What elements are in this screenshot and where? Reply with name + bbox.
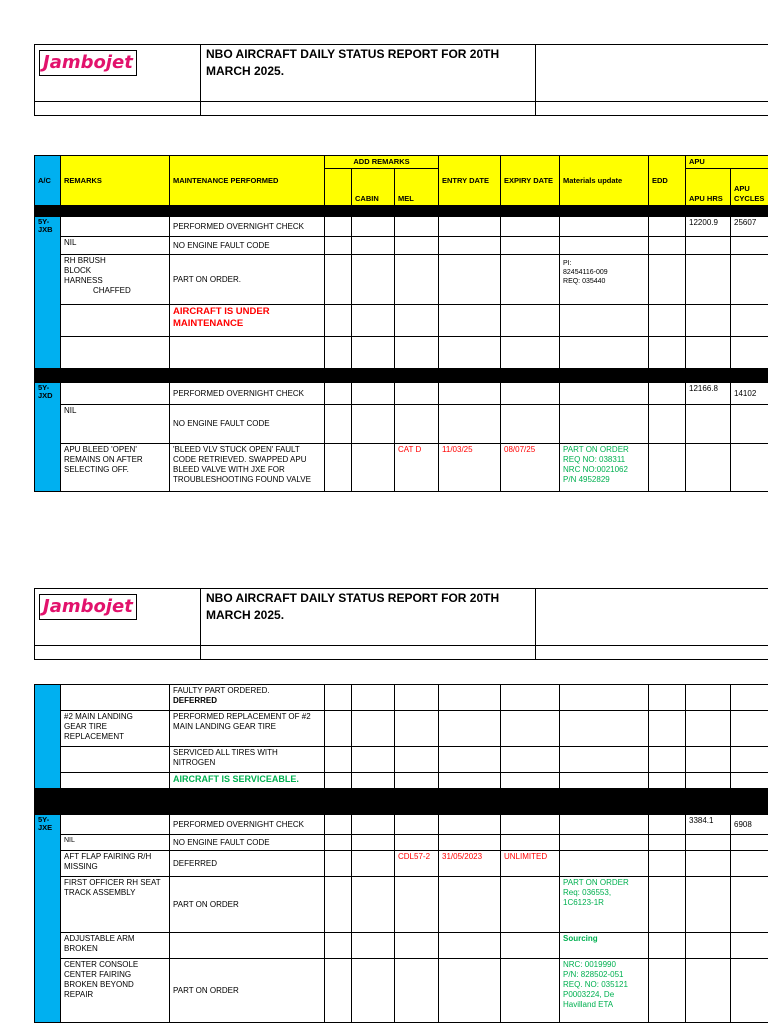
- materials-line: PART ON ORDER: [563, 878, 629, 887]
- cell-blank: [501, 255, 560, 305]
- cell-blank: [439, 405, 501, 444]
- cell-blank: [686, 255, 731, 305]
- report-title: [201, 45, 536, 102]
- cell-blank: [686, 711, 731, 747]
- cell-blank: [649, 305, 686, 337]
- cell-blank: [686, 933, 731, 959]
- maint-cell: [170, 747, 325, 773]
- cell-blank: [395, 405, 439, 444]
- header-blank-cell: [536, 646, 768, 660]
- cell-blank: [61, 305, 170, 337]
- header-blank-cell: [201, 646, 536, 660]
- cell-blank: [352, 405, 395, 444]
- remarks-cell: NIL: [61, 835, 170, 851]
- cell-blank: [649, 337, 686, 369]
- expiry-date-cell: 08/07/25: [501, 444, 560, 492]
- remarks-line: TRACK ASSEMBLY: [64, 888, 136, 897]
- maint-line: CODE RETRIEVED. SWAPPED APU: [173, 455, 307, 464]
- cell-blank: [61, 773, 170, 789]
- maint-cell: [170, 685, 325, 711]
- cell-blank: [686, 773, 731, 789]
- materials-cell: [560, 959, 649, 1023]
- cell-blank: [325, 405, 352, 444]
- cell-blank: [439, 933, 501, 959]
- mel-cell: CAT D: [395, 444, 439, 492]
- cell-blank: [501, 877, 560, 933]
- header-blank-cell: [536, 102, 768, 116]
- col-cabin: CABIN: [352, 169, 395, 206]
- cell-blank: [325, 773, 352, 789]
- cell-blank: [686, 444, 731, 492]
- remarks-line: REPAIR: [64, 990, 94, 999]
- cell-blank: [395, 305, 439, 337]
- cell-blank: [649, 747, 686, 773]
- cell-blank: [501, 217, 560, 237]
- cell-blank: [352, 444, 395, 492]
- cell-blank: [731, 685, 768, 711]
- cell-blank: [731, 877, 768, 933]
- cell-blank: [325, 835, 352, 851]
- maint-cell: NO ENGINE FAULT CODE: [170, 405, 325, 444]
- materials-line: P/N: 828502-051: [563, 970, 624, 979]
- materials-line: Req: 036553,: [563, 888, 612, 897]
- aircraft-reg-jxb: 5Y-JXB: [35, 217, 61, 369]
- cell-blank: [325, 877, 352, 933]
- jambojet-logo: Jambojet: [39, 594, 137, 620]
- materials-line: NRC NO:0021062: [563, 465, 628, 474]
- remarks-cell: [61, 959, 170, 1023]
- col-remarks: REMARKS: [61, 156, 170, 206]
- cell-blank: [352, 773, 395, 789]
- cell-blank: [686, 405, 731, 444]
- cell-blank: [439, 959, 501, 1023]
- maint-cell: PART ON ORDER: [170, 959, 325, 1023]
- status-line: AIRCRAFT IS UNDER: [173, 306, 270, 317]
- col-add-remarks: ADD REMARKS: [325, 156, 439, 169]
- cell-blank: [395, 877, 439, 933]
- cell-blank: [649, 405, 686, 444]
- cell-blank: [439, 255, 501, 305]
- cell-blank: [731, 835, 768, 851]
- report-header-2: [34, 588, 768, 660]
- cell-blank: [352, 877, 395, 933]
- cell-blank: [731, 747, 768, 773]
- cell-blank: [352, 685, 395, 711]
- cell-blank: [439, 337, 501, 369]
- maint-cell: PART ON ORDER: [170, 877, 325, 933]
- aircraft-reg-jxe: 5Y-JXE: [35, 815, 61, 1023]
- remarks-line: MISSING: [64, 862, 98, 871]
- cell-blank: [649, 815, 686, 835]
- cell-blank: [501, 337, 560, 369]
- col-expiry-date: EXPIRY DATE: [501, 156, 560, 206]
- maint-cell: PERFORMED OVERNIGHT CHECK: [170, 217, 325, 237]
- cell-blank: [501, 933, 560, 959]
- cell-blank: [560, 217, 649, 237]
- cell-blank: [686, 851, 731, 877]
- cell-blank: [352, 337, 395, 369]
- maint-line: BLEED VALVE WITH JXE FOR: [173, 465, 285, 474]
- report-header-1: [34, 44, 768, 116]
- cell-blank: [395, 835, 439, 851]
- report-title-line1: NBO AIRCRAFT DAILY STATUS REPORT FOR 20TH: [206, 591, 500, 605]
- remarks-line: #2 MAIN LANDING: [64, 712, 133, 721]
- remarks-line: HARNESS: [64, 276, 103, 285]
- cell-blank: [649, 217, 686, 237]
- cell-blank: [731, 711, 768, 747]
- maint-cell: PERFORMED OVERNIGHT CHECK: [170, 383, 325, 405]
- remarks-line: CENTER CONSOLE: [64, 960, 139, 969]
- col-ac: A/C: [35, 156, 61, 206]
- cell-blank: [325, 217, 352, 237]
- separator-bar: [35, 369, 768, 383]
- cell-blank: [395, 711, 439, 747]
- cell-blank: [395, 383, 439, 405]
- cell-blank: [649, 959, 686, 1023]
- cell-blank: [731, 405, 768, 444]
- cell-blank: [395, 255, 439, 305]
- status-note-under-maintenance: [170, 305, 325, 337]
- cell-blank: [352, 835, 395, 851]
- cell-blank: [560, 383, 649, 405]
- materials-line: REQ: 035440: [563, 278, 606, 285]
- remarks-line: CENTER FAIRING: [64, 970, 132, 979]
- remarks-cell: [61, 444, 170, 492]
- expiry-date-cell: UNLIMITED: [501, 851, 560, 877]
- materials-cell: [560, 255, 649, 305]
- cell-blank: [439, 815, 501, 835]
- cell-blank: [649, 835, 686, 851]
- header-blank-cell: [536, 45, 768, 102]
- separator-bar: [35, 206, 768, 217]
- cell-blank: [325, 815, 352, 835]
- cell-blank: [501, 711, 560, 747]
- col-mel: MEL: [395, 169, 439, 206]
- remarks-line: APU BLEED 'OPEN': [64, 445, 137, 454]
- cell-blank: [501, 835, 560, 851]
- maint-line: FAULTY PART ORDERED.: [173, 686, 270, 695]
- apu-hrs-value: 12200.9: [686, 217, 731, 237]
- remarks-line: BROKEN BEYOND: [64, 980, 134, 989]
- header-blank-cell: [536, 589, 768, 646]
- maint-line: SERVICED ALL TIRES WITH: [173, 748, 278, 757]
- cell-blank: [686, 877, 731, 933]
- cell-blank: [395, 217, 439, 237]
- cell-blank: [61, 747, 170, 773]
- cell-blank: [325, 685, 352, 711]
- cell-blank: [439, 711, 501, 747]
- cell-blank: [560, 337, 649, 369]
- cell-blank: [61, 383, 170, 405]
- cell-blank: [560, 711, 649, 747]
- cell-blank: [501, 959, 560, 1023]
- cell-blank: [352, 747, 395, 773]
- remarks-line: AFT FLAP FAIRING R/H: [64, 852, 152, 861]
- cell-blank: [325, 337, 352, 369]
- cell-blank: [325, 711, 352, 747]
- remarks-line: ADJUSTABLE ARM: [64, 934, 135, 943]
- remarks-line: CHAFFED: [93, 286, 131, 295]
- mel-cell: CDL57-2: [395, 851, 439, 877]
- materials-cell: Sourcing: [560, 933, 649, 959]
- cell-blank: [649, 877, 686, 933]
- cell-blank: [352, 851, 395, 877]
- cell-blank: [501, 305, 560, 337]
- add-remarks-sub-blank: [325, 169, 352, 206]
- cell-blank: [352, 815, 395, 835]
- cell-blank: [686, 835, 731, 851]
- cell-blank: [686, 305, 731, 337]
- materials-line: P0003224, De: [563, 990, 615, 999]
- cell-blank: [439, 877, 501, 933]
- cell-blank: [731, 237, 768, 255]
- col-apu-cycles: APU CYCLES: [731, 169, 768, 206]
- cell-blank: [560, 835, 649, 851]
- cell-blank: [61, 815, 170, 835]
- col-entry-date: ENTRY DATE: [439, 156, 501, 206]
- remarks-line: FIRST OFFICER RH SEAT: [64, 878, 161, 887]
- cell-blank: [649, 711, 686, 747]
- cell-blank: [395, 747, 439, 773]
- cell-blank: [352, 237, 395, 255]
- cell-blank: [731, 773, 768, 789]
- cell-blank: [649, 851, 686, 877]
- cell-blank: [352, 217, 395, 237]
- remarks-line: BLOCK: [64, 266, 92, 275]
- maint-cell: PERFORMED OVERNIGHT CHECK: [170, 815, 325, 835]
- cell-blank: [439, 835, 501, 851]
- status-note-serviceable: AIRCRAFT IS SERVICEABLE.: [170, 773, 325, 789]
- header-blank-cell: [35, 646, 201, 660]
- cell-blank: [560, 851, 649, 877]
- remarks-line: SELECTING OFF.: [64, 465, 129, 474]
- cell-blank: [501, 685, 560, 711]
- cell-blank: [61, 217, 170, 237]
- remarks-cell: NIL: [61, 405, 170, 444]
- remarks-cell: [61, 851, 170, 877]
- materials-line: REQ. NO: 035121: [563, 980, 628, 989]
- maint-cell: [170, 444, 325, 492]
- cell-blank: [560, 405, 649, 444]
- col-edd: EDD: [649, 156, 686, 206]
- apu-hrs-value: 3384.1: [686, 815, 731, 835]
- status-table-2: [34, 684, 768, 1023]
- cell-blank: [560, 237, 649, 255]
- cell-blank: [501, 773, 560, 789]
- maint-cell: PART ON ORDER.: [170, 255, 325, 305]
- report-title: [201, 589, 536, 646]
- cell-blank: [352, 959, 395, 1023]
- cell-blank: [731, 933, 768, 959]
- remarks-cell: NIL: [61, 237, 170, 255]
- cell-blank: [325, 383, 352, 405]
- remarks-cell: [61, 877, 170, 933]
- maint-line: MAIN LANDING GEAR TIRE: [173, 722, 276, 731]
- cell-blank: [395, 773, 439, 789]
- remarks-line: BROKEN: [64, 944, 98, 953]
- cell-blank: [61, 337, 170, 369]
- cell-blank: [439, 383, 501, 405]
- cell-blank: [170, 337, 325, 369]
- materials-line: REQ NO: 038311: [563, 455, 626, 464]
- materials-line: Havilland ETA: [563, 1000, 614, 1009]
- materials-line: PI:: [563, 260, 572, 267]
- cell-blank: [352, 711, 395, 747]
- cell-blank: [649, 255, 686, 305]
- cell-blank: [731, 337, 768, 369]
- maint-line: NITROGEN: [173, 758, 216, 767]
- apu-cycles-value: 14102: [731, 383, 768, 405]
- entry-date-cell: 31/05/2023: [439, 851, 501, 877]
- cell-blank: [61, 685, 170, 711]
- cell-blank: [560, 747, 649, 773]
- aircraft-reg-cont: [35, 685, 61, 789]
- status-table-1: [34, 155, 768, 492]
- maint-cell: NO ENGINE FAULT CODE: [170, 237, 325, 255]
- maint-line: 'BLEED VLV STUCK OPEN' FAULT: [173, 445, 300, 454]
- materials-line: PART ON ORDER: [563, 445, 629, 454]
- separator-bar: [35, 789, 768, 815]
- cell-blank: [501, 815, 560, 835]
- cell-blank: [325, 933, 352, 959]
- materials-cell: [560, 444, 649, 492]
- cell-blank: [395, 959, 439, 1023]
- cell-blank: [352, 305, 395, 337]
- cell-blank: [501, 405, 560, 444]
- maint-line: TROUBLESHOOTING FOUND VALVE: [173, 475, 311, 484]
- col-apu-hrs: APU HRS: [686, 169, 731, 206]
- col-apu: APU: [686, 156, 768, 169]
- cell-blank: [439, 773, 501, 789]
- apu-cycles-value: 6908: [731, 815, 768, 835]
- cell-blank: [325, 305, 352, 337]
- cell-blank: [649, 444, 686, 492]
- materials-line: 82454116-009: [563, 269, 608, 276]
- remarks-line: REPLACEMENT: [64, 732, 125, 741]
- remarks-line: RH BRUSH: [64, 256, 106, 265]
- header-blank-cell: [35, 102, 201, 116]
- materials-cell: [560, 877, 649, 933]
- cell-blank: [686, 337, 731, 369]
- cell-blank: [352, 383, 395, 405]
- remarks-line: GEAR TIRE: [64, 722, 107, 731]
- cell-blank: [439, 747, 501, 773]
- cell-blank: [325, 444, 352, 492]
- header-blank-cell: [201, 102, 536, 116]
- cell-blank: [395, 237, 439, 255]
- entry-date-cell: 11/03/25: [439, 444, 501, 492]
- cell-blank: [649, 773, 686, 789]
- cell-blank: [731, 444, 768, 492]
- remarks-cell: [61, 711, 170, 747]
- maint-line: DEFERRED: [173, 696, 218, 705]
- cell-blank: [352, 933, 395, 959]
- cell-blank: [560, 685, 649, 711]
- materials-line: P/N 4952829: [563, 475, 610, 484]
- cell-blank: [395, 815, 439, 835]
- maint-cell: DEFERRED: [170, 851, 325, 877]
- cell-blank: [686, 959, 731, 1023]
- logo-cell: [35, 589, 201, 646]
- aircraft-reg-jxd: 5Y-JXD: [35, 383, 61, 492]
- cell-blank: [170, 933, 325, 959]
- cell-blank: [439, 237, 501, 255]
- cell-blank: [325, 959, 352, 1023]
- apu-cycles-value: 25607: [731, 217, 768, 237]
- maint-cell: NO ENGINE FAULT CODE: [170, 835, 325, 851]
- cell-blank: [649, 237, 686, 255]
- logo-cell: [35, 45, 201, 102]
- cell-blank: [395, 337, 439, 369]
- cell-blank: [686, 747, 731, 773]
- jambojet-logo: Jambojet: [39, 50, 137, 76]
- remarks-cell: [61, 255, 170, 305]
- cell-blank: [731, 305, 768, 337]
- materials-line: NRC: 0019990: [563, 960, 616, 969]
- cell-blank: [501, 747, 560, 773]
- report-title-line2: MARCH 2025.: [206, 64, 285, 78]
- report-title-line2: MARCH 2025.: [206, 608, 285, 622]
- cell-blank: [731, 851, 768, 877]
- cell-blank: [439, 217, 501, 237]
- cell-blank: [439, 305, 501, 337]
- cell-blank: [395, 685, 439, 711]
- cell-blank: [686, 685, 731, 711]
- cell-blank: [325, 255, 352, 305]
- cell-blank: [395, 933, 439, 959]
- cell-blank: [560, 305, 649, 337]
- cell-blank: [325, 237, 352, 255]
- cell-blank: [686, 237, 731, 255]
- report-title-line1: NBO AIRCRAFT DAILY STATUS REPORT FOR 20TH: [206, 47, 500, 61]
- cell-blank: [501, 383, 560, 405]
- remarks-cell: [61, 933, 170, 959]
- cell-blank: [731, 255, 768, 305]
- cell-blank: [352, 255, 395, 305]
- cell-blank: [649, 383, 686, 405]
- col-materials: Materials update: [560, 156, 649, 206]
- materials-line: 1C6123-1R: [563, 898, 604, 907]
- cell-blank: [649, 933, 686, 959]
- cell-blank: [325, 747, 352, 773]
- cell-blank: [439, 685, 501, 711]
- cell-blank: [560, 815, 649, 835]
- cell-blank: [731, 959, 768, 1023]
- cell-blank: [560, 773, 649, 789]
- cell-blank: [325, 851, 352, 877]
- cell-blank: [501, 237, 560, 255]
- apu-hrs-value: 12166.8: [686, 383, 731, 405]
- col-maintenance: MAINTENANCE PERFORMED: [170, 156, 325, 206]
- remarks-line: REMAINS ON AFTER: [64, 455, 143, 464]
- cell-blank: [649, 685, 686, 711]
- maint-line: PERFORMED REPLACEMENT OF #2: [173, 712, 311, 721]
- status-line: MAINTENANCE: [173, 318, 244, 329]
- maint-cell: [170, 711, 325, 747]
